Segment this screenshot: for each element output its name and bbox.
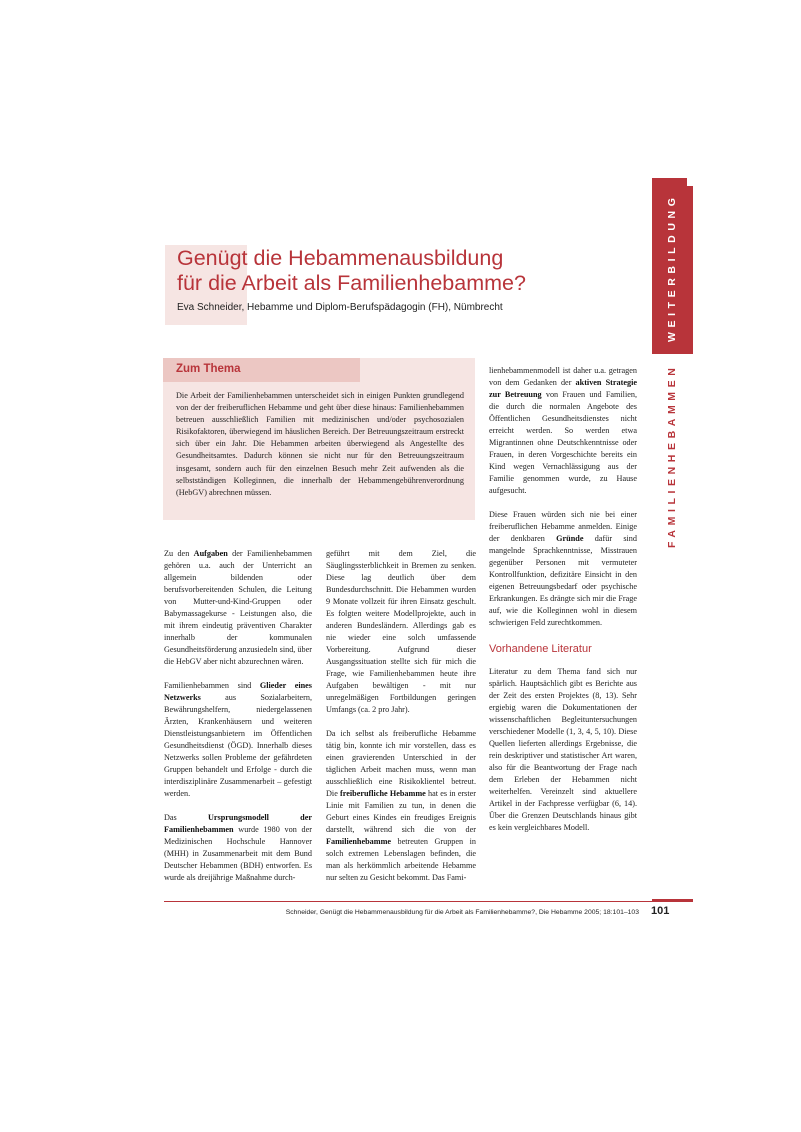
topic-box-title: Zum Thema bbox=[176, 363, 241, 375]
text-run: Das bbox=[164, 813, 208, 822]
article-author: Eva Schneider, Hebamme und Diplom-Berufspädagogin (FH), Nümbrecht bbox=[177, 302, 503, 313]
emphasis: Ursprungsmodell der Familienhebammen bbox=[164, 813, 313, 834]
text-run: Da ich selbst als freiberufliche Hebamme tätig bin, konnte ich mir vorstellen, dass es einen gravierenden Unterschied in der täglichen Arbeit machen muss, wenn man ausschließlich eine Risikoklientel betreut. Die bbox=[326, 729, 476, 798]
paragraph bbox=[489, 509, 637, 629]
text-run: betreuten Gruppen in solch extremen Lebenslagen befinden, die man als herkömmlich arbeitende Hebamme nur selten zu Gesicht bekommt. Das Fami- bbox=[326, 837, 476, 882]
emphasis: aktiven Strategie zur Betreuung bbox=[489, 378, 637, 399]
paragraph bbox=[164, 680, 312, 800]
text-run: von Frauen und Familien, die durch die normalen Angebote des Öffentlichen Gesundheitsdienstes nicht erreicht werden. So werden etwa Migrantinnen ohne Deutschkenntnisse oder Frauen, in deren Vorgeschichte bereits ein Kind wegen Vernachlässigung aus der Familie genommen wurde, zu Hause aufgesucht. bbox=[489, 390, 637, 495]
emphasis: Aufgaben bbox=[193, 549, 228, 558]
paragraph bbox=[164, 812, 312, 884]
section-label-weiterbildung: WEITERBILDUNG bbox=[666, 193, 678, 342]
title-line-2: für die Arbeit als Familienhebamme? bbox=[177, 271, 526, 295]
section-label-familienhebammen: FAMILIENHEBAMMEN bbox=[666, 363, 678, 548]
body-column-2 bbox=[326, 548, 476, 896]
paragraph bbox=[164, 548, 312, 668]
article-title bbox=[177, 246, 637, 296]
text-run: Zu den bbox=[164, 549, 194, 558]
page-number: 101 bbox=[651, 905, 670, 917]
text-run: der Familienhebammen gehören u.a. auch der Unterricht an allgemein bildenden oder berufsvorbereitenden Schulen, die Leitung von Mutter-und-Kind-Gruppen oder Babymassagekurse - Leistungen also, die mit ihrem eindeutig präventiven Charakter innerhalb der kommunalen Gesundheitsförderung anzusiedeln sind, über die HebGV aber nicht abzurechnen wären. bbox=[164, 549, 312, 666]
paragraph: Literatur zu dem Thema fand sich nur spärlich. Hauptsächlich gibt es Berichte aus der Zeit des ersten Projektes (8, 13). Sehr ergiebig waren die Dokumentationen der wissenschaftlichen Begleituntersuchungen verschiedener Modelle (1, 3, 4, 5, 10). Diese Quellen lieferten allerdings Ergebnisse, die rein deskriptiver und statistischer Art waren, also für die Beantwortung der Frage nach dem Erleben der Hebammen nicht weiterhelfen. Vereinzelt sind aktuellere Artikel in der Fachpresse verfügbar (6, 14). Über die Grenzen Deutschlands hinaus gibt es kein vergleichbares Modell. bbox=[489, 667, 637, 832]
footer-rule-accent bbox=[652, 899, 693, 902]
emphasis: Glieder eines Netzwerks bbox=[164, 681, 312, 702]
topic-box-text: Die Arbeit der Familienhebammen unterscheidet sich in einigen Punkten grundlegend von der der freiberuflichen Hebamme und geht über diese hinaus: Familienhebammen betreuen ausschließlich Familien mit medizinischen und/oder psychosozialen Risikofaktoren, überwiegend im häuslichen Bereich. Der Betreuungszeitraum erstreckt sich über ein Jahr. Die Hebammen arbeiten überwiegend als Angestellte des Gesundheitsamtes. Dadurch können sie nicht nur für den Betreuungszeitraum insgesamt, sondern auch für den einzelnen Besuch mehr Zeit aufwenden als die selbstständigen Kolleginnen, die innerhalb der Hebammengebührenverordnung (HebGV) abrechnen müssen. bbox=[176, 391, 464, 497]
emphasis: freiberufliche Hebamme bbox=[340, 789, 426, 798]
text-run: Familienhebammen sind bbox=[164, 681, 260, 690]
paragraph: geführt mit dem Ziel, die Säuglingssterblichkeit in Bremen zu senken. Diese lag deutlich über dem Bundesdurchschnitt. Die Hebammen wurden 9 Monate vollzeit für ihren Einsatz geschult. Es folgten weitere Modellprojekte, auch in anderen Bundesländern. Allerdings gab es nie wieder eine solch umfassende Vorbereitung. Aufgrund dieser Ausgangssituation stellte sich für mich die Frage, wie Familienhebammen heute ihre Aufgaben bewältigen - mit nur unregelmäßigen Fortbildungen geringen Umfangs (ca. 2 pro Jahr). bbox=[326, 549, 476, 714]
section-heading-literatur: Vorhandene Literatur bbox=[489, 643, 592, 655]
text-run: Diese Frauen würden sich nie bei einer freiberuflichen Hebamme anmelden. Einige der denkbaren bbox=[489, 510, 637, 543]
text-run: dafür sind mangelnde Sprachkenntnisse, Misstrauen gegenüber Personen mit vermuteter Kontrollfunktion, defizitäre Einsicht in den eigenen Betreuungsbedarf oder psychische Erkrankungen. Es drängte sich mir die Frage auf, wie die Kolleginnen wohl in diesem schwierigen Feld zurechtkommen. bbox=[489, 534, 637, 627]
body-column-1 bbox=[164, 548, 312, 896]
paragraph bbox=[489, 365, 637, 497]
text-run: hat es in erster Linie mit Familien zu tun, in denen die Geburt eines Kindes ein freudiges Ereignis darstellt, während sich die von der bbox=[326, 789, 476, 834]
paragraph bbox=[326, 728, 476, 884]
footer-rule bbox=[164, 901, 693, 902]
footer-citation: Schneider, Genügt die Hebammenausbildung für die Arbeit als Familienhebamme?, Die Hebamme 2005; 18:101–103 bbox=[285, 909, 639, 916]
body-column-3 bbox=[489, 365, 637, 846]
text-run: aus Sozialarbeitern, Bewährungshelfern, niedergelassenen Ärzten, Krankenhäusern und weiteren Dienstleistungsanbietern im Öffentlichen Gesundheitsdienst (ÖGD). Innerhalb dieses Netzwerks sollen Probleme der gefährdeten Gruppen behandelt und Erfolge - durch die interdisziplinäre Zusammenarbeit – gefestigt werden. bbox=[164, 693, 312, 798]
title-line-1: Genügt die Hebammenausbildung bbox=[177, 246, 504, 270]
emphasis: Gründe bbox=[556, 534, 584, 543]
emphasis: Familienhebamme bbox=[326, 837, 392, 846]
text-run: lienhebammenmodell ist daher u.a. getragen von dem Gedanken der bbox=[489, 366, 637, 387]
text-run: wurde 1980 von der Medizinischen Hochschule Hannover (MHH) in Zusammenarbeit mit dem Bund Deutscher Hebammen (BDH) entworfen. Es wurde als dreijährige Maßnahme durch- bbox=[164, 825, 312, 882]
